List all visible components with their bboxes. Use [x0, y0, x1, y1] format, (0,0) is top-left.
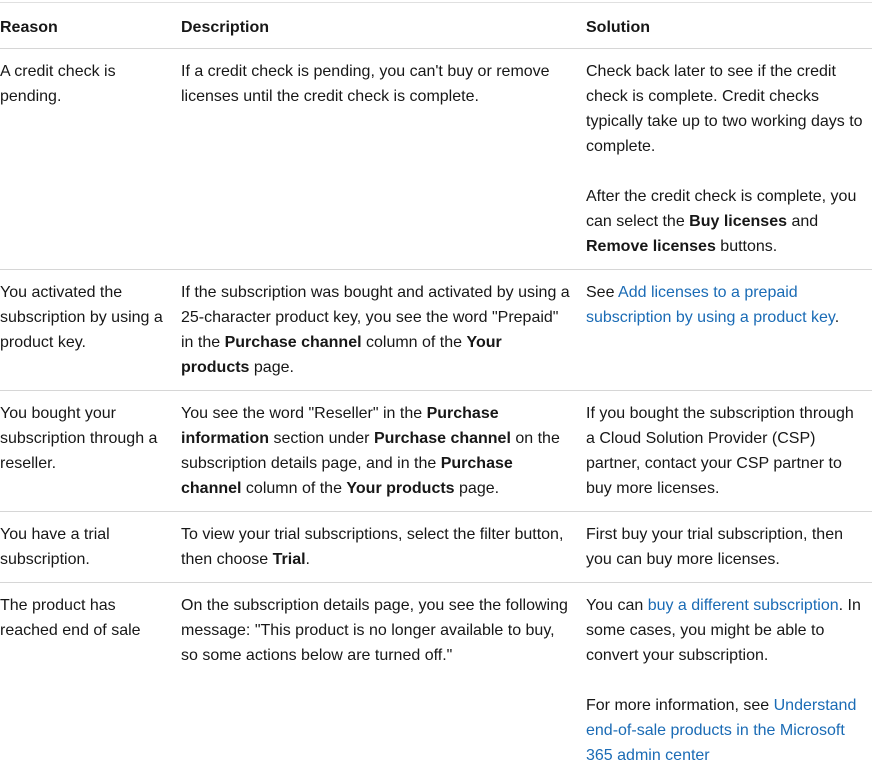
table-row — [0, 583, 872, 778]
header-reason: Reason — [0, 3, 181, 49]
reason-cell: You have a trial subscription. — [0, 512, 181, 583]
header-solution: Solution — [586, 3, 872, 49]
solution-paragraph: After the credit check is complete, you can select the Buy licenses and Remove licenses buttons. — [586, 184, 866, 259]
solution-cell: If you bought the subscription through a Cloud Solution Provider (CSP) partner, contact your CSP partner to buy more licenses. — [586, 391, 872, 512]
description-cell: On the subscription details page, you see the following message: "This product is no longer available to buy, so some actions below are turned off." — [181, 583, 586, 778]
end-of-sale-products-link[interactable]: Understand end-of-sale products in the Microsoft 365 admin center — [586, 697, 856, 764]
table-row — [0, 391, 872, 512]
description-cell: To view your trial subscriptions, select the filter button, then choose Trial. — [181, 512, 586, 583]
header-description: Description — [181, 3, 586, 49]
reasons-table — [0, 2, 872, 778]
description-cell: If the subscription was bought and activated by using a 25-character product key, you see the word "Prepaid" in the Purchase channel column of the Your products page. — [181, 270, 586, 391]
reason-cell: A credit check is pending. — [0, 49, 181, 270]
description-cell: You see the word "Reseller" in the Purchase information section under Purchase channel on the subscription details page, and in the Purchase channel column of the Your products page. — [181, 391, 586, 512]
solution-paragraph: Check back later to see if the credit check is complete. Credit checks typically take up to two working days to complete. — [586, 59, 866, 159]
remove-licenses-label: Remove licenses — [586, 238, 716, 255]
table-row — [0, 49, 872, 270]
reason-cell: You activated the subscription by using a product key. — [0, 270, 181, 391]
buy-licenses-label: Buy licenses — [689, 213, 787, 230]
solution-cell — [586, 583, 872, 778]
description-cell: If a credit check is pending, you can't buy or remove licenses until the credit check is complete. — [181, 49, 586, 270]
solution-paragraph: For more information, see Understand end-of-sale products in the Microsoft 365 admin center — [586, 693, 866, 768]
solution-cell: See Add licenses to a prepaid subscription by using a product key. — [586, 270, 872, 391]
solution-paragraph: You can buy a different subscription. In some cases, you might be able to convert your subscription. — [586, 593, 866, 668]
solution-cell: First buy your trial subscription, then you can buy more licenses. — [586, 512, 872, 583]
table-row — [0, 270, 872, 391]
reason-cell: The product has reached end of sale — [0, 583, 181, 778]
table-row — [0, 512, 872, 583]
solution-cell — [586, 49, 872, 270]
table-header-row — [0, 3, 872, 49]
add-licenses-product-key-link[interactable]: Add licenses to a prepaid subscription by using a product key — [586, 284, 835, 326]
buy-different-subscription-link[interactable]: buy a different subscription — [648, 597, 839, 614]
reason-cell: You bought your subscription through a reseller. — [0, 391, 181, 512]
